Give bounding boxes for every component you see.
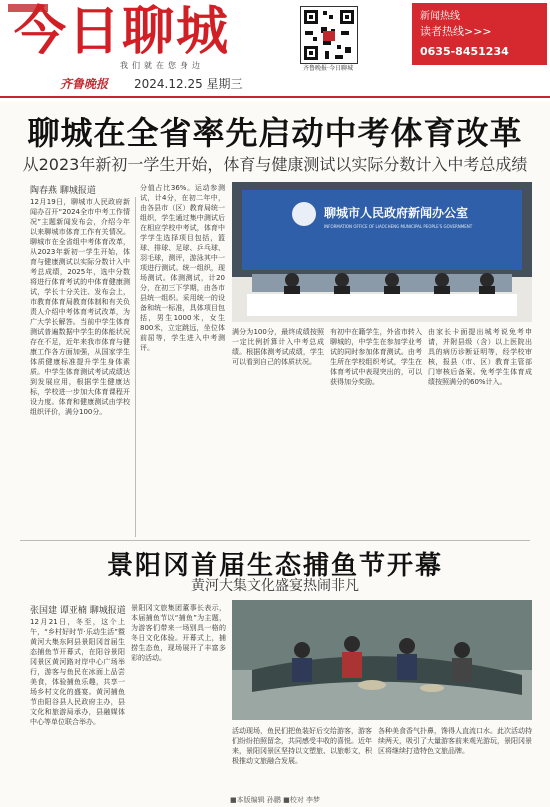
fishing-festival-illustration	[232, 600, 532, 720]
story1-column-4: 有初中在籍学生，外省市转入聊城的，中学生在参加学业考试的同时参加体育测试。由考生所在学校组织考试，学生在体育考试中表现突出的，可以获得加分奖励。	[330, 328, 422, 386]
masthead-title: 今日聊城	[14, 2, 231, 62]
hotline-line2: 读者热线>>>	[420, 25, 492, 38]
press-conference-illustration	[232, 182, 532, 322]
photo-banner-title: 聊城市人民政府新闻办公室	[324, 206, 469, 220]
story1-column-5: 由家长卡面提出城考说免考申请，并附县级（含）以上医院出具的病历诊断证明等，经学校审核，报县（市、区）教育主管部门审核后备案。免考学生体育成绩按照满分的60%计入。	[428, 328, 532, 386]
masthead-slogan: 我们就在您身边	[120, 61, 204, 70]
hotline-line1: 新闻热线	[420, 11, 460, 22]
issue-date: 2024.12.25 星期三	[134, 77, 243, 91]
photo-banner-subtitle: INFORMATION OFFICE OF LIAOCHENG MUNICIPAL PEOPLE'S GOVERNMENT	[324, 224, 473, 229]
story2-column-2: 景阳冈文旅集团董事长表示，本届捕鱼节以“捕鱼”为主题，为游客们带来一场别具一格的冬日文化体验。开幕式上，捕捞生态鱼，现场展开了丰富多彩的活动。	[131, 604, 226, 662]
hotline-box	[412, 3, 547, 65]
press-conference-photo	[232, 182, 532, 322]
story2-column-1: 12月21日，冬至，这个上午，“乡村好时节·乐动生活”暨黄河大集东阿县景阳冈首届生态捕鱼节开幕式，在阳谷景阳冈景区黄河路对岸中心广场举行，游客与鱼民在冰面上品尝美食，体验捕鱼乐趣，共享一场乡村文化的盛宴。黄河捕鱼节由阳谷县人民政府主办，县文化和旅游局承办，县融媒体中心等单位联合举办。	[30, 618, 125, 726]
page-footer: ■本版编辑 孙鹏 ■校对 李梦	[230, 796, 320, 804]
story-divider	[20, 540, 530, 541]
hotline-number: 0635-8451234	[420, 45, 509, 58]
qr-code-label: 齐鲁晚报·今日聊城	[303, 65, 353, 72]
masthead-rule	[0, 96, 550, 98]
story2-subheadline: 黄河大集文化盛宴热闹非凡	[191, 578, 359, 594]
column-divider	[135, 197, 136, 537]
masthead	[0, 0, 550, 102]
qr-code-icon	[300, 6, 358, 64]
story1-column-2: 分值占比36%。运动参测试，计4分，在初二年中，由各县市（区）教育局统一组织，学生通过集中测试后在相应学校中考试，体育中学学生选择项目包括，篮球、排球、足球、乒乓球、羽毛球，测评，游泳其中一项进行测试。统一组织，现场测试。体测测试，计20分，在初三下学期，由各市县统一组织。采用统一的设备和统一标准，具体项目包括，男生1000米，女生800米，立定跳远，坐位体前屈等，学生进入中考测评。	[140, 184, 225, 352]
paper-name: 齐鲁晚报	[60, 77, 109, 91]
story2-column-4: 各种美食香气扑鼻，馋得人直流口水。此次活动持续两天，吸引了大量游客前来观光游玩，景阳冈景区将继续打造特色文旅品牌。	[378, 727, 532, 755]
story2-byline: 张国建 谭亚楠 聊城报道	[30, 606, 126, 616]
story1-byline: 陶春燕 聊城报道	[30, 186, 96, 196]
story1-headline: 聊城在全省率先启动中考体育改革	[27, 114, 523, 152]
fishing-festival-photo	[232, 600, 532, 720]
story1-column-1: 12月19日，聊城市人民政府新闻办召开“2024全市中考工作情况”主题新闻发布会，介绍今年以来聊城市体育工作有关情况。聊城市在全省组中考体育改革，从2023年新初一学生开始，体育与健康测试以实际分数计入中考总成绩，2025年，选中分数将进行体育考试的中体育健康测试，学长十分关注、发布会上，市教育体育局教育体制和有关负责人介绍中考体育考试改革，为广大学长解答。当前中学生体育测试普遍数据中学生的体能状况存在不足，近年来我市体育与健康工作各方面加强，从国家学生体质健康标准提升学生身体素质。中学生体育测试考试成绩达到发展应用，根据学生健康达标，学校进一步加大体育课程开设力度。体育和健康测试由学校组织评价，满分100分。	[30, 198, 130, 416]
story1-column-3: 满分为100分，最终成绩按照一定比例折算计入中考总成绩。根据体测考试成绩，学生可以看到自己的体质状况。	[232, 328, 324, 366]
story1-subheadline: 从2023年新初一学生开始，体育与健康测试以实际分数计入中考总成绩	[22, 155, 528, 174]
story2-headline: 景阳冈首届生态捕鱼节开幕	[106, 551, 443, 581]
story2-column-3: 活动现场，鱼民们把鱼装好后交给游客，游客们纷纷拍照留念，共同感受丰收的喜悦。近年来，景阳冈景区坚持以文塑旅、以旅彰文，积极推动文旅融合发展。	[232, 727, 372, 765]
